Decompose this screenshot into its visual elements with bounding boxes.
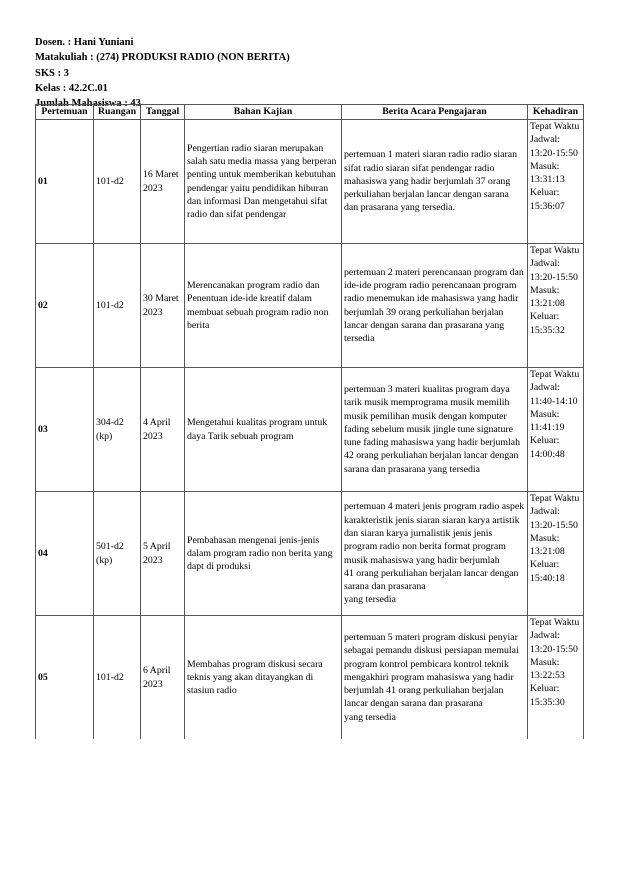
cell-pertemuan: 05 [36,616,94,740]
col-header-pertemuan: Pertemuan [36,105,94,120]
cell-ruangan: 101-d2 [94,616,141,740]
cell-berita-acara: pertemuan 2 materi perencanaan program dan ide-ide program radio perencanaan program radio menemukan ide mahasiswa yang hadir berjumlah 39 orang perkuliahan berjalan lancar dengan sarana dan prasarana yang tersedia [342,244,528,368]
cell-pertemuan: 02 [36,244,94,368]
cell-tanggal: 4 April 2023 [141,368,185,492]
cell-berita-acara: pertemuan 5 materi program diskusi penyiar sebagai pemandu diskusi persiapan memulai program kontrol pembicara kontrol teknik mengakhiri program mahasiswa yang hadir berjumlah 41 orang perkuliahan berjalan lancar dengan sarana dan prasarana yang tersedia [342,616,528,740]
table-row [36,120,584,244]
matakuliah-line: Matakuliah : (274) PRODUKSI RADIO (NON BERITA) [35,52,290,64]
attendance-table [35,104,584,739]
cell-tanggal: 6 April 2023 [141,616,185,740]
kelas-line: Kelas : 42.2C.01 [35,82,108,94]
col-header-kehadiran: Kehadiran [528,105,584,120]
cell-bahan-kajian: Mengetahui kualitas program untuk daya Tarik sebuah program [185,368,342,492]
cell-kehadiran: Tepat Waktu Jadwal: 13:20-15:50 Masuk: 13:22:53 Keluar: 15:35:30 [528,616,584,740]
dosen-line: Dosen. : Hani Yuniani [35,37,134,48]
cell-berita-acara: pertemuan 1 materi siaran radio radio siaran sifat radio siaran sifat pendengar radio mahasiswa yang hadir berjumlah 37 orang perkuliahan berjalan lancar dengan sarana dan prasarana yang tersedia. [342,120,528,244]
sks-line: SKS : 3 [35,67,69,79]
document-header [35,35,595,111]
table-row [36,244,584,368]
cell-kehadiran: Tepat Waktu Jadwal: 13:20-15:50 Masuk: 13:21:08 Keluar: 15:40:18 [528,492,584,616]
cell-ruangan: 101-d2 [94,244,141,368]
table-row [36,492,584,616]
col-header-bahan-kajian: Bahan Kajian [185,105,342,120]
cell-pertemuan: 04 [36,492,94,616]
cell-tanggal: 16 Maret 2023 [141,120,185,244]
cell-ruangan: 304-d2 (kp) [94,368,141,492]
cell-bahan-kajian: Merencanakan program radio dan Penentuan ide-ide kreatif dalam membuat sebuah program radio non berita [185,244,342,368]
jumlah-mahasiswa-line: Jumlah Mahasiswa : 43 [35,98,141,110]
col-header-ruangan: Ruangan [94,105,141,120]
cell-berita-acara: pertemuan 3 materi kualitas program daya tarik musik memprograma musik memilih musik pemilihan musik dengan komputer fading sebelum musik jingle tune signature tune fading mahasiswa yang hadir berjumlah 42 orang perkuliahan berjalan lancar dengan sarana dan prasarana yang tersedia [342,368,528,492]
table-row [36,368,584,492]
cell-berita-acara: pertemuan 4 materi jenis program radio aspek karakteristik jenis siaran siaran karya artistik dan siaran karya jurnalistik jenis jenis program radio non berita format program musik mahasiswa yang hadir berjumlah 41 orang perkuliahan berjalan lancar dengan sarana dan prasarana yang tersedia [342,492,528,616]
table-row [36,616,584,740]
cell-pertemuan: 03 [36,368,94,492]
cell-kehadiran: Tepat Waktu Jadwal: 11:40-14:10 Masuk: 11:41:19 Keluar: 14:00:48 [528,368,584,492]
cell-bahan-kajian: Pengertian radio siaran merupakan salah satu media massa yang berperan penting untuk memberikan kebutuhan pendengar yaitu pendidikan hiburan dan informasi Dan mengetahui sifat radio dan sifat pendengar [185,120,342,244]
col-header-berita-acara: Berita Acara Pengajaran [342,105,528,120]
cell-kehadiran: Tepat Waktu Jadwal: 13:20-15:50 Masuk: 13:21:08 Keluar: 15:35:32 [528,244,584,368]
cell-kehadiran: Tepat Waktu Jadwal: 13:20-15:50 Masuk: 13:31:13 Keluar: 15:36:07 [528,120,584,244]
table-header-row [36,105,584,120]
cell-ruangan: 101-d2 [94,120,141,244]
cell-bahan-kajian: Pembahasan mengenai jenis-jenis dalam program radio non berita yang dapt di produksi [185,492,342,616]
cell-pertemuan: 01 [36,120,94,244]
col-header-tanggal: Tanggal [141,105,185,120]
cell-tanggal: 30 Maret 2023 [141,244,185,368]
cell-tanggal: 5 April 2023 [141,492,185,616]
cell-ruangan: 501-d2 (kp) [94,492,141,616]
cell-bahan-kajian: Membahas program diskusi secara teknis yang akan ditayangkan di stasiun radio [185,616,342,740]
